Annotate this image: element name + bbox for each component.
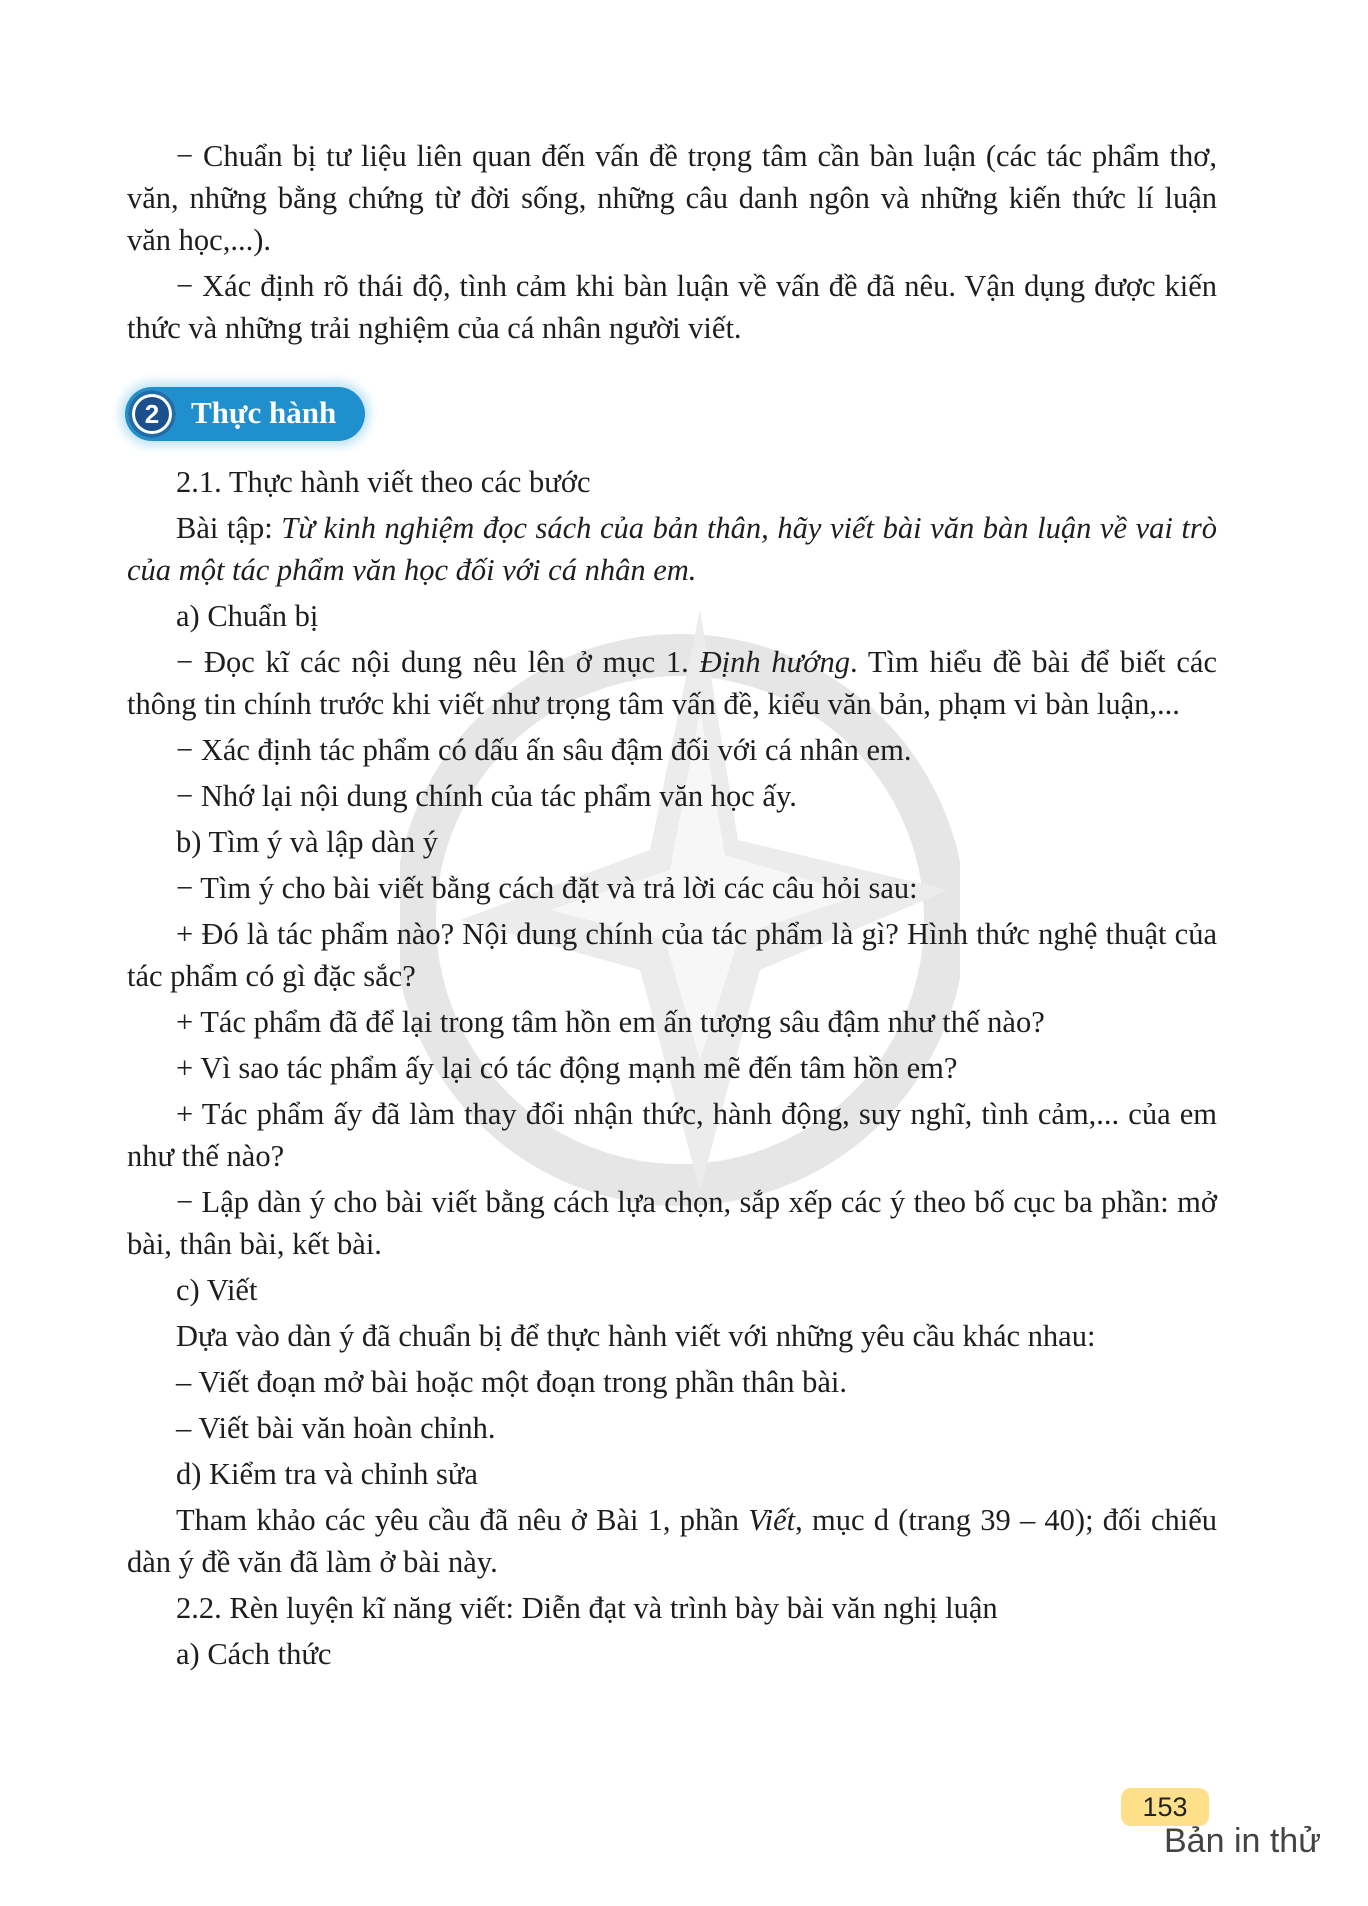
prepare-item-1-rest: . Tìm hiểu đề bài để biết các thông tin chính trước khi viết như trọng tâm vấn đề, kiểu văn bản, phạm vi bàn luận,... — [127, 645, 1217, 721]
write-item-3: – Viết bài văn hoàn chỉnh. — [176, 1411, 496, 1445]
write-item-1: Dựa vào dàn ý đã chuẩn bị để thực hành viết với những yêu cầu khác nhau: — [176, 1319, 1096, 1353]
check-item — [127, 1499, 1217, 1583]
exercise — [127, 507, 1217, 591]
idea-question-2: + Tác phẩm đã để lại trong tâm hồn em ấn tượng sâu đậm như thế nào? — [176, 1005, 1045, 1039]
idea-question-1: + Đó là tác phẩm nào? Nội dung chính của tác phẩm là gì? Hình thức nghệ thuật của tác phẩm có gì đặc sắc? — [127, 917, 1217, 993]
prepare-heading: a) Chuẩn bị — [176, 599, 319, 633]
exercise-prompt: Từ kinh nghiệm đọc sách của bản thân, hãy viết bài văn bàn luận về vai trò của một tác phẩm văn học đối với cá nhân em. — [127, 511, 1218, 587]
page-number: 153 — [1121, 1788, 1209, 1826]
prepare-item-1-text: − Đọc kĩ các nội dung nêu lên ở mục 1. — [176, 645, 700, 679]
prepare-item-2: − Xác định tác phẩm có dấu ấn sâu đậm đối với cá nhân em. — [176, 733, 912, 767]
check-item-rest: , mục d (trang 39 – 40); đối chiếu dàn ý đề văn đã làm ở bài này. — [127, 1503, 1217, 1579]
section-heading-banner — [125, 387, 365, 441]
idea-question-3: + Vì sao tác phẩm ấy lại có tác động mạnh mẽ đến tâm hồn em? — [176, 1051, 958, 1085]
exercise-label: Bài tập: — [176, 511, 282, 545]
write-item-2: – Viết đoạn mở bài hoặc một đoạn trong phần thân bài. — [176, 1365, 848, 1399]
idea-item-1: − Tìm ý cho bài viết bằng cách đặt và trả lời các câu hỏi sau: — [176, 871, 918, 905]
section-title: Thực hành — [191, 395, 337, 430]
intro-paragraph-1: − Chuẩn bị tư liệu liên quan đến vấn đề trọng tâm cần bàn luận (các tác phẩm thơ, văn, những bằng chứng từ đời sống, những câu danh ngôn và những kiến thức lí luận văn học,...). — [127, 139, 1217, 257]
prepare-item-1-emphasis: Định hướng — [699, 645, 851, 679]
idea-heading: b) Tìm ý và lập dàn ý — [176, 825, 439, 859]
write-heading: c) Viết — [176, 1273, 258, 1307]
subheading-2-1: 2.1. Thực hành viết theo các bước — [176, 465, 591, 499]
check-item-text: Tham khảo các yêu cầu đã nêu ở Bài 1, phần — [176, 1503, 749, 1537]
page-content — [127, 135, 1217, 1679]
idea-question-4: + Tác phẩm ấy đã làm thay đổi nhận thức, hành động, suy nghĩ, tình cảm,... của em như thế nào? — [127, 1097, 1217, 1173]
prepare-item-3: − Nhớ lại nội dung chính của tác phẩm văn học ấy. — [176, 779, 797, 813]
section-number-badge — [128, 390, 176, 438]
skill-item-a: a) Cách thức — [176, 1637, 332, 1671]
check-item-emphasis: Viết — [748, 1503, 796, 1537]
prepare-item-1 — [127, 641, 1217, 725]
idea-item-2: − Lập dàn ý cho bài viết bằng cách lựa chọn, sắp xếp các ý theo bố cục ba phần: mở bài, thân bài, kết bài. — [127, 1185, 1217, 1261]
section-heading — [125, 387, 1217, 445]
section-number: 2 — [135, 397, 169, 431]
draft-label: Bản in thử — [1164, 1822, 1321, 1860]
intro-paragraph-2: − Xác định rõ thái độ, tình cảm khi bàn luận về vấn đề đã nêu. Vận dụng được kiến thức và những trải nghiệm của cá nhân người viết. — [127, 269, 1217, 345]
subheading-2-2: 2.2. Rèn luyện kĩ năng viết: Diễn đạt và trình bày bài văn nghị luận — [176, 1591, 998, 1625]
check-heading: d) Kiểm tra và chỉnh sửa — [176, 1457, 478, 1491]
